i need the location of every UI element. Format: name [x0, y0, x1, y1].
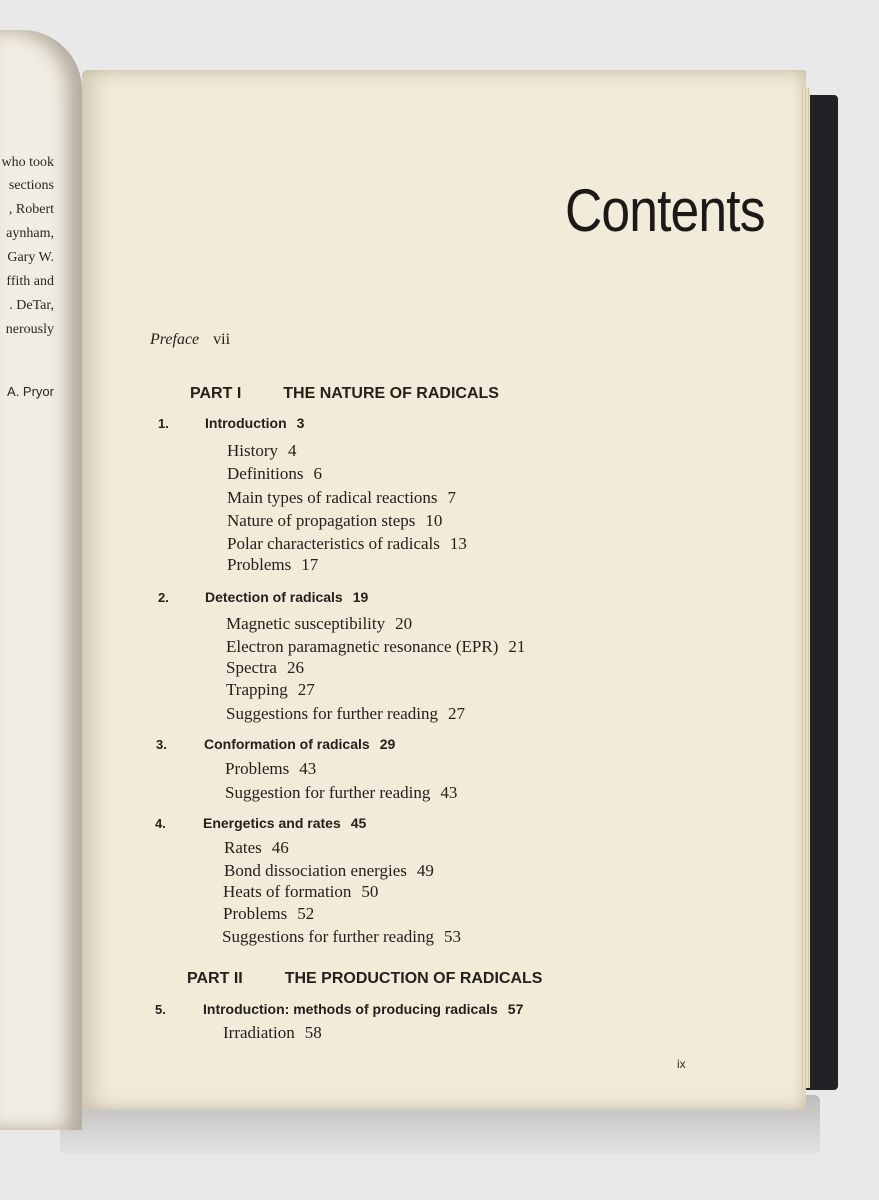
toc-item-title: Problems	[227, 555, 292, 574]
chapter-title	[205, 589, 368, 605]
page-number: ix	[677, 1057, 686, 1071]
part-title: THE PRODUCTION OF RADICALS	[284, 970, 543, 987]
toc-item-title: Magnetic susceptibility	[226, 614, 386, 633]
chapter-title	[205, 415, 304, 431]
chapter-page: 45	[350, 815, 367, 831]
toc-item-page: 7	[447, 488, 457, 507]
chapter-page: 19	[352, 589, 369, 605]
chapter-page: 3	[296, 415, 305, 431]
toc-item	[227, 488, 456, 508]
toc-item	[227, 464, 322, 484]
toc-item-page: 20	[395, 614, 413, 633]
toc-item	[227, 511, 442, 531]
preface-page: vii	[213, 331, 231, 348]
chapter-title	[203, 815, 366, 831]
chapter-number: 4.	[155, 816, 166, 831]
toc-item	[226, 680, 315, 700]
part-heading	[190, 385, 499, 403]
toc-item-title: Problems	[223, 904, 288, 923]
toc-item-title: History	[227, 441, 278, 460]
toc-item-title: Spectra	[226, 658, 277, 677]
toc-item	[223, 904, 314, 924]
chapter-title-text: Introduction	[205, 415, 287, 431]
toc-item	[227, 441, 297, 461]
page-title: Contents	[565, 177, 765, 244]
preface-label: Preface	[150, 331, 200, 348]
toc-item-page: 53	[443, 927, 461, 946]
toc-item-title: Bond dissociation energies	[224, 861, 407, 880]
toc-item	[226, 637, 525, 657]
part-label: PART I	[190, 385, 242, 402]
toc-item-title: Suggestion for further reading	[225, 783, 431, 802]
toc-item-page: 17	[301, 555, 319, 574]
toc-item-title: Electron paramagnetic resonance (EPR)	[226, 637, 499, 656]
toc-item-title: Rates	[224, 838, 262, 857]
toc-item-page: 43	[440, 783, 458, 802]
toc-item-page: 43	[299, 759, 317, 778]
part-heading	[187, 970, 542, 988]
left-page-line: , Robert	[8, 202, 54, 217]
toc-item	[226, 658, 304, 678]
toc-item-page: 4	[288, 441, 297, 460]
part-title: THE NATURE OF RADICALS	[283, 385, 499, 402]
chapter-title	[203, 1001, 523, 1017]
toc-item-page: 50	[361, 882, 379, 901]
toc-item	[226, 614, 412, 634]
toc-item-page: 46	[271, 838, 289, 857]
left-page-line: ffith and	[6, 274, 54, 289]
toc-item	[224, 861, 434, 881]
toc-item	[224, 838, 289, 858]
left-page-line: sections	[8, 178, 54, 193]
toc-item	[226, 704, 465, 724]
toc-item-page: 6	[313, 464, 322, 483]
toc-item-page: 52	[297, 904, 315, 923]
toc-item-page: 49	[416, 861, 434, 880]
toc-item-title: Polar characteristics of radicals	[227, 534, 440, 553]
toc-item	[227, 534, 467, 554]
chapter-title-text: Conformation of radicals	[204, 736, 370, 752]
toc-item-page: 21	[508, 637, 526, 656]
toc-item	[227, 555, 318, 575]
part-label: PART II	[187, 970, 243, 987]
chapter-number: 2.	[158, 590, 169, 605]
left-page-line: who took	[1, 155, 54, 170]
toc-item-page: 10	[425, 511, 443, 530]
toc-item-title: Suggestions for further reading	[222, 927, 434, 946]
toc-item-title: Main types of radical reactions	[227, 488, 438, 507]
toc-item-page: 58	[304, 1023, 322, 1042]
left-page-line: nerously	[5, 322, 54, 337]
left-page-line: . DeTar,	[9, 298, 54, 313]
chapter-number: 5.	[155, 1002, 166, 1017]
toc-item	[223, 882, 378, 902]
toc-item	[223, 1023, 322, 1043]
chapter-title-text: Introduction: methods of producing radicals	[203, 1001, 498, 1017]
chapter-page: 29	[379, 736, 396, 752]
toc-item-title: Trapping	[226, 680, 288, 699]
toc-item-page: 26	[286, 658, 304, 677]
toc-item-title: Nature of propagation steps	[227, 511, 416, 530]
toc-item-title: Suggestions for further reading	[226, 704, 438, 723]
chapter-title-text: Detection of radicals	[205, 589, 343, 605]
left-page	[0, 30, 82, 1130]
toc-item-title: Heats of formation	[223, 882, 352, 901]
toc-item-page: 13	[449, 534, 467, 553]
toc-item-title: Problems	[225, 759, 290, 778]
toc-item	[225, 783, 457, 803]
page-edges	[800, 88, 810, 1088]
toc-item	[222, 927, 461, 947]
chapter-number: 3.	[156, 737, 167, 752]
chapter-title	[204, 736, 395, 752]
chapter-page: 57	[507, 1001, 524, 1017]
toc-item	[225, 759, 316, 779]
toc-item-page: 27	[297, 680, 315, 699]
left-page-line: Gary W.	[7, 250, 54, 265]
toc-item-title: Irradiation	[223, 1023, 295, 1042]
left-page-line: aynham,	[6, 226, 54, 241]
chapter-number: 1.	[158, 416, 169, 431]
chapter-title-text: Energetics and rates	[203, 815, 341, 831]
toc-item-page: 27	[447, 704, 465, 723]
preface-entry	[150, 331, 230, 349]
left-page-author: A. Pryor	[7, 384, 54, 399]
toc-item-title: Definitions	[227, 464, 304, 483]
